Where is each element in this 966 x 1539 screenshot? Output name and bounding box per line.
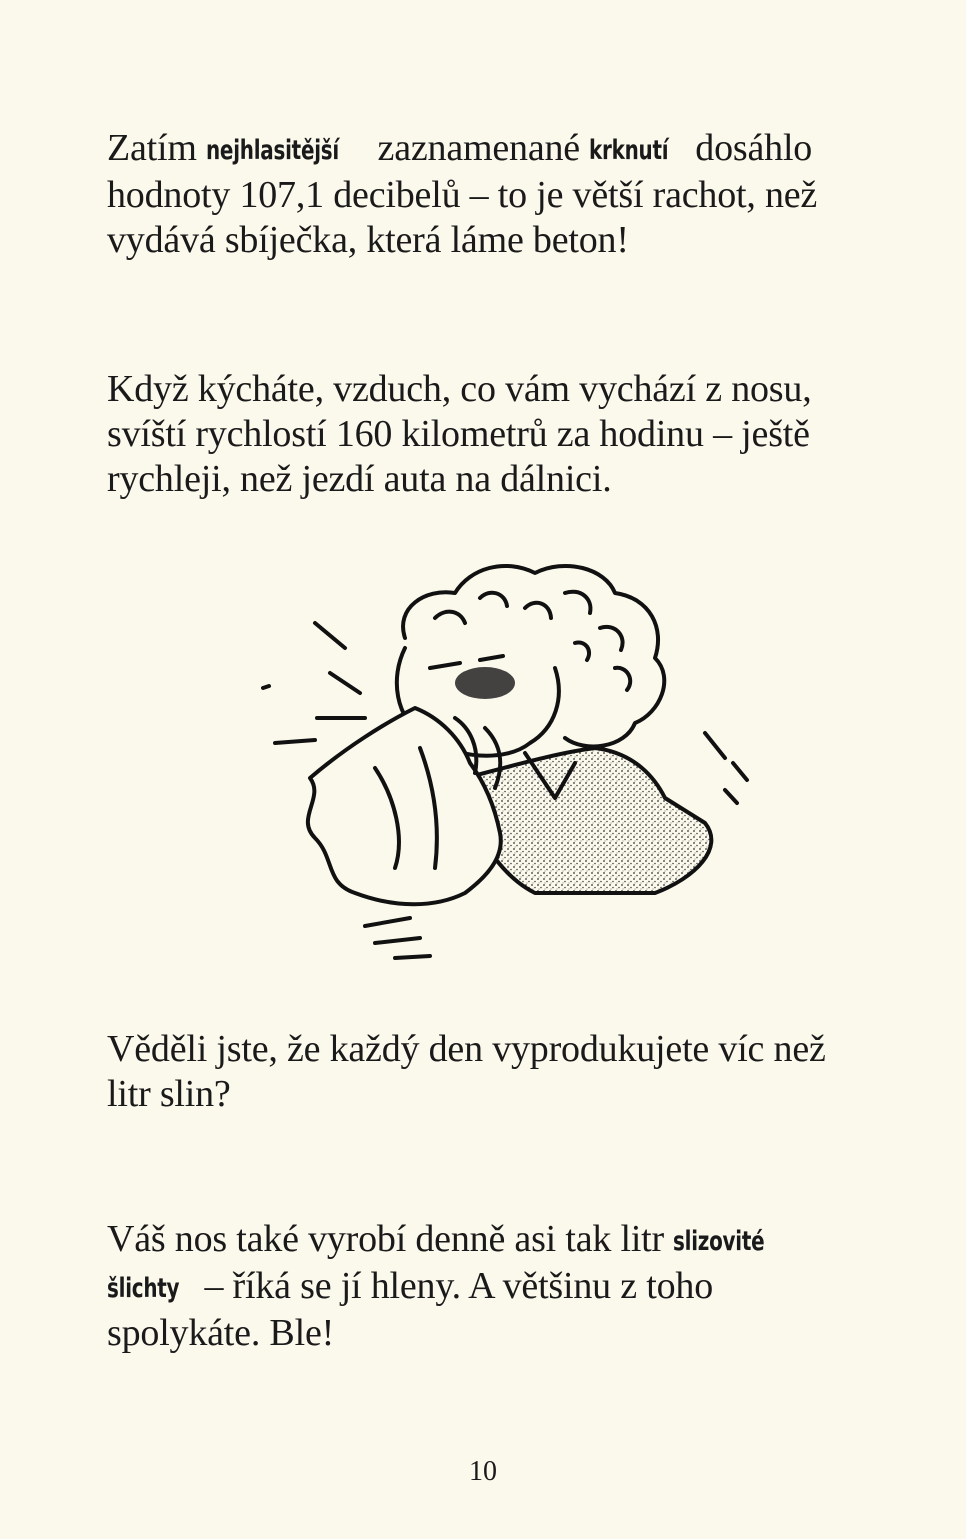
text-run: litr slin?	[107, 1073, 231, 1115]
motion-line	[725, 790, 737, 803]
paragraph-mucus-fact	[107, 1217, 877, 1356]
text-run: Zatím	[107, 127, 207, 169]
emphasized-word: krknutí	[589, 135, 669, 166]
text-line	[107, 1264, 877, 1311]
motion-line	[733, 763, 747, 780]
text-line	[107, 173, 877, 218]
page-number: 10	[469, 1456, 497, 1487]
motion-line	[705, 733, 725, 758]
text-line	[107, 218, 877, 263]
text-run: Věděli jste, že každý den vyprodukujete víc než	[107, 1028, 826, 1070]
text-run: vydává sbíječka, která láme beton!	[107, 219, 629, 261]
emphasized-word: slizovité	[673, 1226, 765, 1257]
text-run: dosáhlo	[686, 127, 813, 169]
text-run: – říká se jí hleny. A většinu z toho	[195, 1265, 714, 1307]
text-run: spolykáte. Ble!	[107, 1312, 335, 1354]
text-line	[107, 1027, 877, 1072]
emphasized-word: šlichty	[107, 1273, 180, 1304]
paragraph-sneeze-fact	[107, 367, 877, 502]
text-line	[107, 1311, 877, 1356]
paragraph-saliva-fact	[107, 1027, 877, 1117]
text-line	[107, 457, 877, 502]
text-run: Když kýcháte, vzduch, co vám vychází z nosu,	[107, 368, 812, 410]
motion-line	[395, 956, 430, 958]
text-line	[107, 126, 877, 173]
paragraph-burp-fact	[107, 126, 877, 263]
text-run: Váš nos také vyrobí denně asi tak litr	[107, 1218, 674, 1260]
text-line	[107, 1072, 877, 1117]
motion-line	[365, 918, 410, 926]
text-line	[107, 1217, 877, 1264]
motion-line	[315, 623, 345, 648]
text-run: zaznamenané	[368, 127, 590, 169]
text-line	[107, 412, 877, 457]
text-run: svíští rychlostí 160 kilometrů za hodinu – ještě	[107, 413, 810, 455]
motion-line	[263, 686, 269, 688]
text-run: rychleji, než jezdí auta na dálnici.	[107, 458, 612, 500]
motion-line	[275, 740, 315, 743]
motion-line	[375, 938, 420, 943]
text-line	[107, 367, 877, 412]
sneezing-person-illustration	[255, 548, 765, 968]
text-run: hodnoty 107,1 decibelů – to je větší rachot, než	[107, 174, 818, 216]
emphasized-word: nejhlasitější	[206, 135, 340, 166]
motion-line	[330, 673, 360, 693]
